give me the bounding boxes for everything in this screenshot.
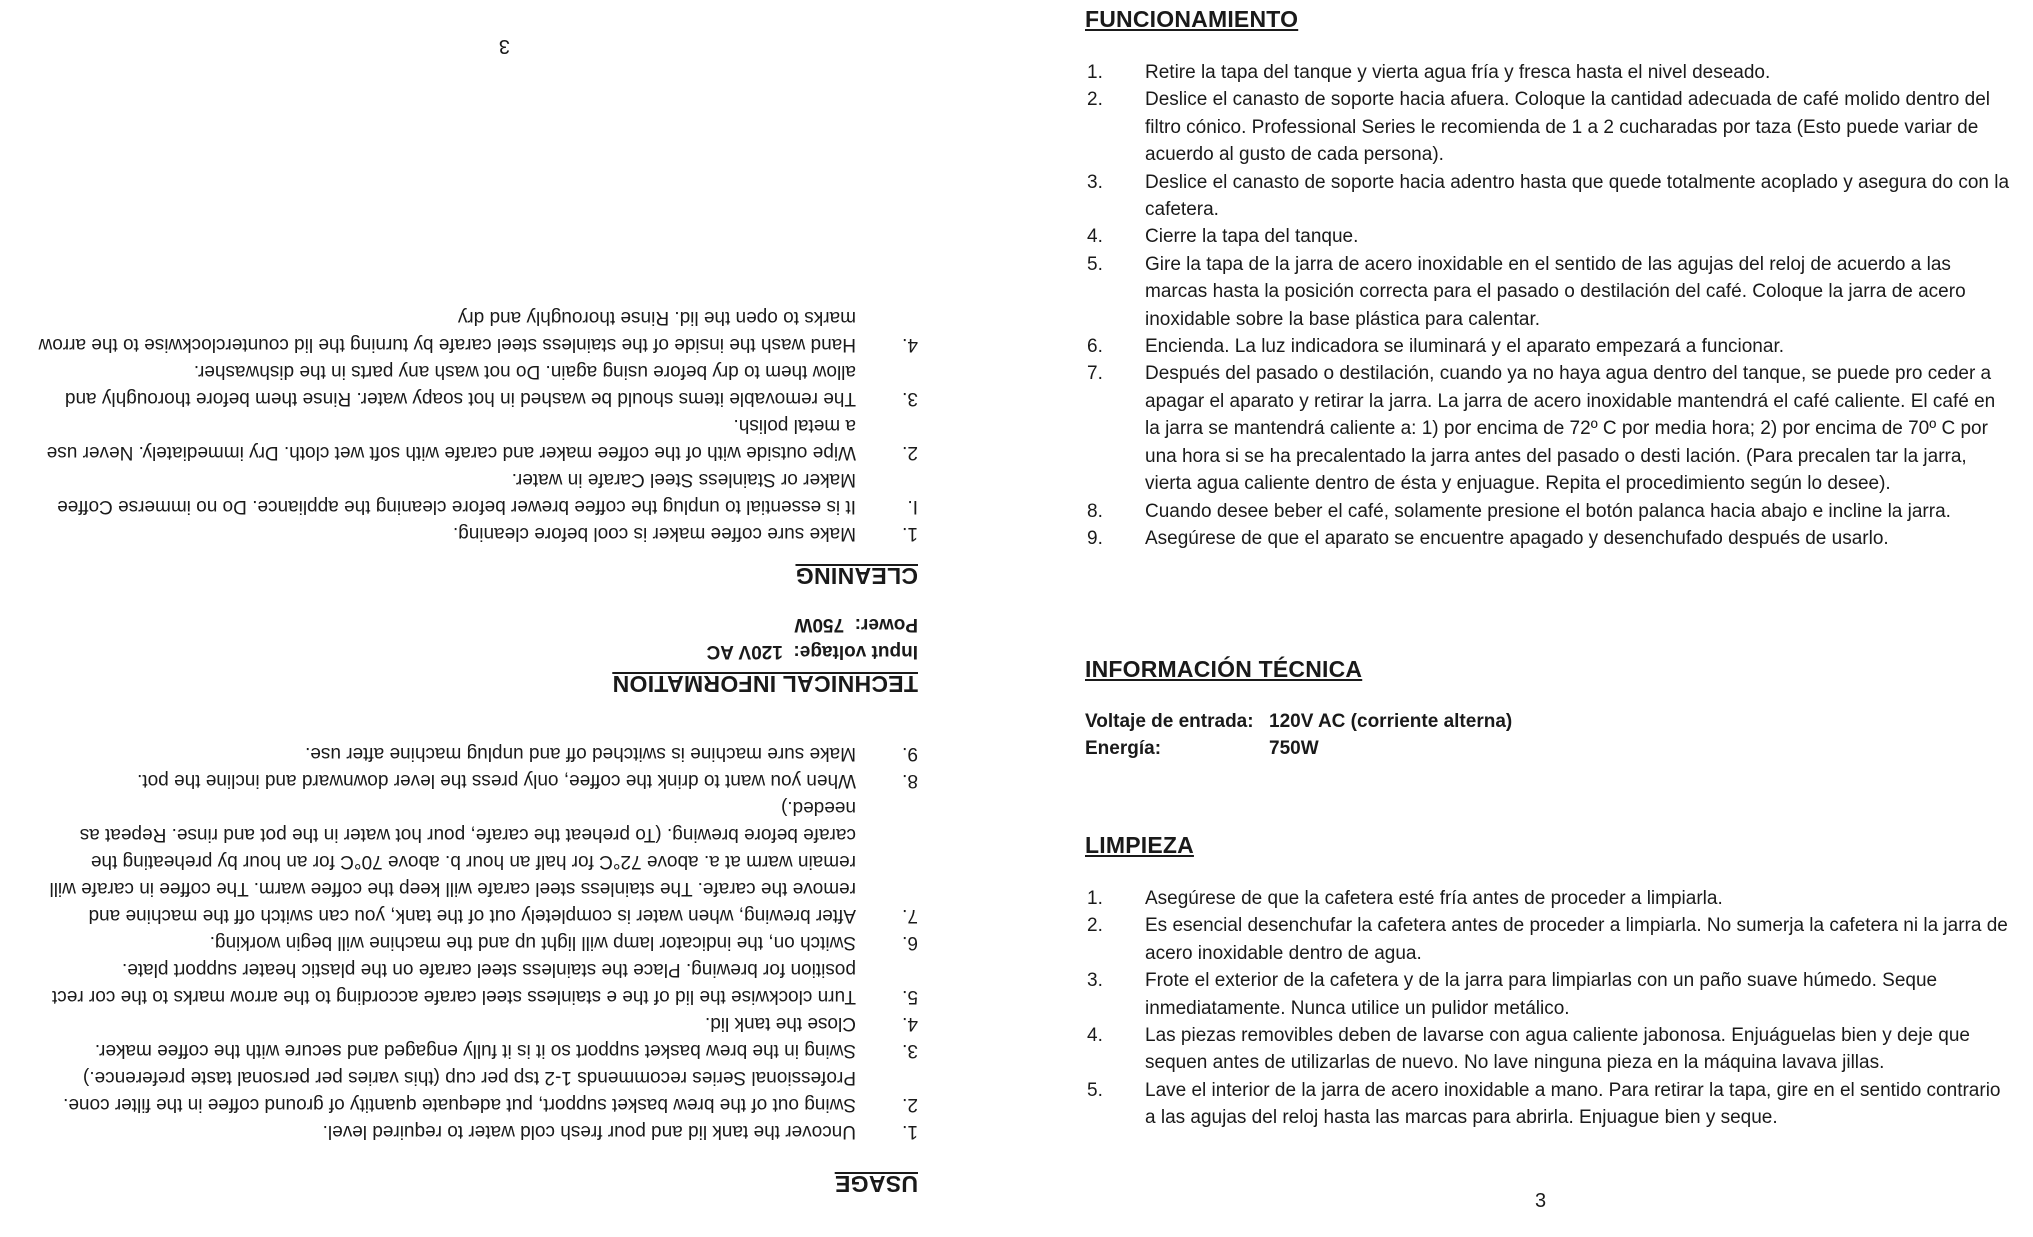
- list-item-number: I.: [907, 496, 918, 517]
- input-voltage-label: Input voltage:: [793, 641, 918, 662]
- list-item: [38, 1064, 918, 1118]
- list-item: [1085, 86, 2015, 168]
- energia-row: [1085, 735, 1512, 762]
- list-item-text: Las piezas removibles deben de lavarse con agua caliente jabonosa. Enjuáguelas bien y deje que sequen antes de utilizarlas de nuevo. No lave ninguna pieza en la máquina lavava jillas.: [1145, 1025, 1970, 1074]
- list-item-text: Frote el exterior de la cafetera y de la jarra para limpiarlas con un paño suave húmedo. Seque inmediatamente. Nunca utilice un pulidor metálico.: [1145, 970, 1938, 1019]
- list-item-text: When you want to drink the coffee, only press the lever downward and incline the pot.: [137, 770, 856, 791]
- list-item-text: Deslice el canasto de soporte hacia afuera. Coloque la cantidad adecuada de café molido dentro del filtro cónico. Professional Series le recomienda de 1 a 2 cucharadas por taza (Esto puede variar de acuerdo al gusto de cada persona).: [1145, 89, 1991, 166]
- list-item-number: 3.: [902, 388, 918, 409]
- list-item-number: 1.: [1087, 888, 1103, 909]
- informacion-tecnica-heading: INFORMACIÓN TÉCNICA: [1085, 656, 1363, 682]
- list-item: [1085, 1022, 2015, 1077]
- list-item-text: Swing in the brew basket support so it is it fully engaged and secure with the coffee maker.: [94, 1040, 856, 1061]
- input-voltage-row: [706, 638, 918, 665]
- list-item-number: 1.: [902, 523, 918, 544]
- list-item-text: Después del pasado o destilación, cuando ya no haya agua dentro del tanque, se puede pro ceder a apagar el aparato y retirar la jarra. La jarra de acero inoxidable mantendrá el café caliente. El café en la jarra se mantendrá caliente a: 1) por encima de 72º C por media hora; 2) por encima de 70º C por una hora si se ha precalentado la jarra antes del pasado o desti lación. (Para precalen tar la jarra, vierta agua caliente dentro de ésta y enjuague. Repita el procedimiento según lo desee).: [1145, 363, 1996, 495]
- list-item-number: 1.: [902, 1121, 918, 1142]
- list-item-number: 4.: [902, 334, 918, 355]
- list-item-number: 8.: [902, 770, 918, 791]
- list-item-number: 9.: [902, 743, 918, 764]
- voltaje-value: 120V AC (corriente alterna): [1269, 711, 1513, 732]
- list-item-text: After brewing, when water is completely out of the tank, you can switch off the machine and remove the carafe. The stainless steel carafe will keep the coffee warm. The coffee in carafe will remain warm at a. above 72°C for half an hour b. above 70°C for an hour by preheating the carafe before brewing. (To preheat the carafe, pour hot water in the pot and rinse. Repeat as needed.): [49, 797, 856, 926]
- list-item-text: Uncover the tank lid and pour fresh cold water to required level.: [322, 1121, 856, 1142]
- list-item: [38, 929, 918, 956]
- list-item-number: 6.: [902, 932, 918, 953]
- list-item-text: The removable items should be washed in hot soapy water. Rinse them before thoroughly and allow them to dry before using again. Do not wash any parts in the dishwasher.: [64, 361, 856, 409]
- list-item: [1085, 59, 2015, 86]
- list-item: [38, 412, 918, 466]
- cleaning-heading: CLEANING: [795, 563, 918, 589]
- list-item-number: 2.: [902, 1094, 918, 1115]
- technical-information-heading: TECHNICAL INFORMATION: [612, 671, 918, 697]
- list-item-number: 4.: [902, 1013, 918, 1034]
- list-item-text: Gire la tapa de la jarra de acero inoxidable en el sentido de las agujas del reloj de acuerdo a las marcas hasta la posición correcta para el pasado o destilación del café. Coloque la jarra de acero inoxidable sobre la base plástica para calentar.: [1145, 253, 1966, 330]
- voltaje-label: Voltaje de entrada:: [1085, 711, 1254, 732]
- power-value: 750W: [794, 614, 845, 635]
- english-page-number: 3: [498, 35, 510, 57]
- list-item: [38, 956, 918, 1010]
- list-item-number: 2.: [1087, 915, 1103, 937]
- list-item: [1085, 1077, 2015, 1132]
- list-item-text: Lave el interior de la jarra de acero inoxidable a mano. Para retirar la tapa, gire en el sentido contrario a las agujas del reloj hasta las marcas para abrirla. Enjuague bien y seque.: [1145, 1079, 2001, 1129]
- list-item: [1085, 525, 2015, 552]
- input-voltage-value: 120V AC: [706, 641, 783, 662]
- list-item: [1085, 885, 2015, 912]
- limpieza-list: [1085, 885, 2015, 1132]
- list-item: [38, 1010, 918, 1037]
- power-row: [706, 611, 918, 638]
- list-item-number: 8.: [1087, 500, 1103, 522]
- list-item: [38, 1118, 918, 1145]
- technical-information-block: [706, 611, 918, 665]
- list-item-number: 3.: [902, 1040, 918, 1061]
- list-item-number: 1.: [1087, 62, 1103, 83]
- list-item-text: Asegúrese de que el aparato se encuentre apagado y desenchufado después de usarlo.: [1145, 527, 1889, 549]
- energia-label: Energía:: [1085, 738, 1162, 759]
- list-item: [38, 767, 918, 794]
- list-item-text: Hand wash the inside of the stainless steel carafe by turning the lid counterclockwise to the arrow marks to open the lid. Rinse thoroughly and dry: [38, 307, 856, 355]
- list-item-number: 7.: [1087, 363, 1103, 385]
- list-item: [38, 466, 918, 520]
- list-item: [1085, 360, 2015, 497]
- list-item-number: 4.: [1087, 226, 1103, 248]
- list-item-number: 5.: [902, 986, 918, 1007]
- list-item: [1085, 912, 2015, 967]
- list-item: [1085, 223, 2015, 250]
- list-item-text: Deslice el canasto de soporte hacia adentro hasta que quede totalmente acoplado y asegura do con la cafetera.: [1145, 171, 2010, 221]
- list-item: [1085, 169, 2015, 224]
- list-item-text: Asegúrese de que la cafetera esté fría antes de proceder a limpiarla.: [1145, 888, 1723, 909]
- cleaning-list: [38, 304, 918, 547]
- list-item: [38, 794, 918, 929]
- list-item-text: Encienda. La luz indicadora se iluminará y el aparato empezará a funcionar.: [1145, 336, 1784, 358]
- list-item-number: 5.: [1087, 1079, 1103, 1101]
- list-item-text: Turn clockwise the lid of the e stainless steel carafe according to the arrow marks to the cor rect position for brewing. Place the stainless steel carafe on the plastic heater support plate.: [52, 959, 856, 1007]
- list-item: [38, 304, 918, 358]
- list-item-number: 3.: [1087, 171, 1103, 193]
- limpieza-heading: LIMPIEZA: [1085, 832, 1194, 858]
- voltaje-row: [1085, 708, 1512, 735]
- spanish-page: [1085, 0, 2015, 1237]
- list-item-text: Retire la tapa del tanque y vierta agua fría y fresca hasta el nivel deseado.: [1145, 62, 1771, 83]
- list-item: [1085, 333, 2015, 360]
- informacion-tecnica-block: [1085, 708, 1512, 762]
- list-item-text: Swing out of the brew basket support, put adequate quantity of ground coffee in the filter cone. Professional Series recommends 1-2 tsp per cup (this varies per personal taste preference.): [63, 1067, 856, 1115]
- list-item: [1085, 251, 2015, 333]
- list-item-number: 3.: [1087, 970, 1103, 992]
- list-item-number: 2.: [1087, 89, 1103, 111]
- list-item-text: Wipe outside with of the coffee maker and carafe with soft wet cloth. Dry immediately. Never use a metal polish.: [46, 415, 856, 463]
- list-item-number: 9.: [1087, 527, 1103, 549]
- list-item-number: 5.: [1087, 253, 1103, 275]
- list-item: [38, 740, 918, 767]
- spanish-page-number: 3: [1535, 1190, 1547, 1212]
- list-item-text: Cierre la tapa del tanque.: [1145, 226, 1359, 248]
- list-item: [38, 1037, 918, 1064]
- list-item-number: 7.: [902, 905, 918, 926]
- list-item-number: 4.: [1087, 1025, 1103, 1047]
- list-item: [38, 358, 918, 412]
- usage-list: [38, 740, 918, 1145]
- list-item: [38, 520, 918, 547]
- list-item-text: Cuando desee beber el café, solamente presione el botón palanca hacia abajo e incline la jarra.: [1145, 500, 1951, 522]
- list-item-text: Switch on, the indicator lamp will light up and the machine will begin working.: [209, 932, 856, 953]
- power-label: Power:: [854, 614, 918, 635]
- list-item-text: Make sure machine is switched off and unplug machine after use.: [305, 743, 856, 764]
- english-page-rotated: [40, 0, 980, 1237]
- energia-value: 750W: [1269, 738, 1319, 759]
- list-item-number: 2.: [902, 442, 918, 463]
- list-item-text: Es esencial desenchufar la cafetera antes de proceder a limpiarla. No sumerja la cafetera ni la jarra de acero inoxidable dentro de agua.: [1145, 915, 2008, 964]
- list-item: [1085, 967, 2015, 1022]
- usage-heading: USAGE: [834, 1171, 918, 1197]
- funcionamiento-list: [1085, 59, 2015, 552]
- english-page-content: [40, 12, 980, 1217]
- list-item: [1085, 498, 2015, 525]
- list-item-number: 6.: [1087, 336, 1103, 358]
- list-item-text: It is essential to unplug the coffee brewer before cleaning the appliance. Do no immerse Coffee Maker or Stainless Steel Carafe in water.: [57, 469, 856, 517]
- funcionamiento-heading: FUNCIONAMIENTO: [1085, 6, 1299, 32]
- list-item-text: Close the tank lid.: [704, 1013, 856, 1034]
- list-item-text: Make sure coffee maker is cool before cleaning.: [452, 523, 856, 544]
